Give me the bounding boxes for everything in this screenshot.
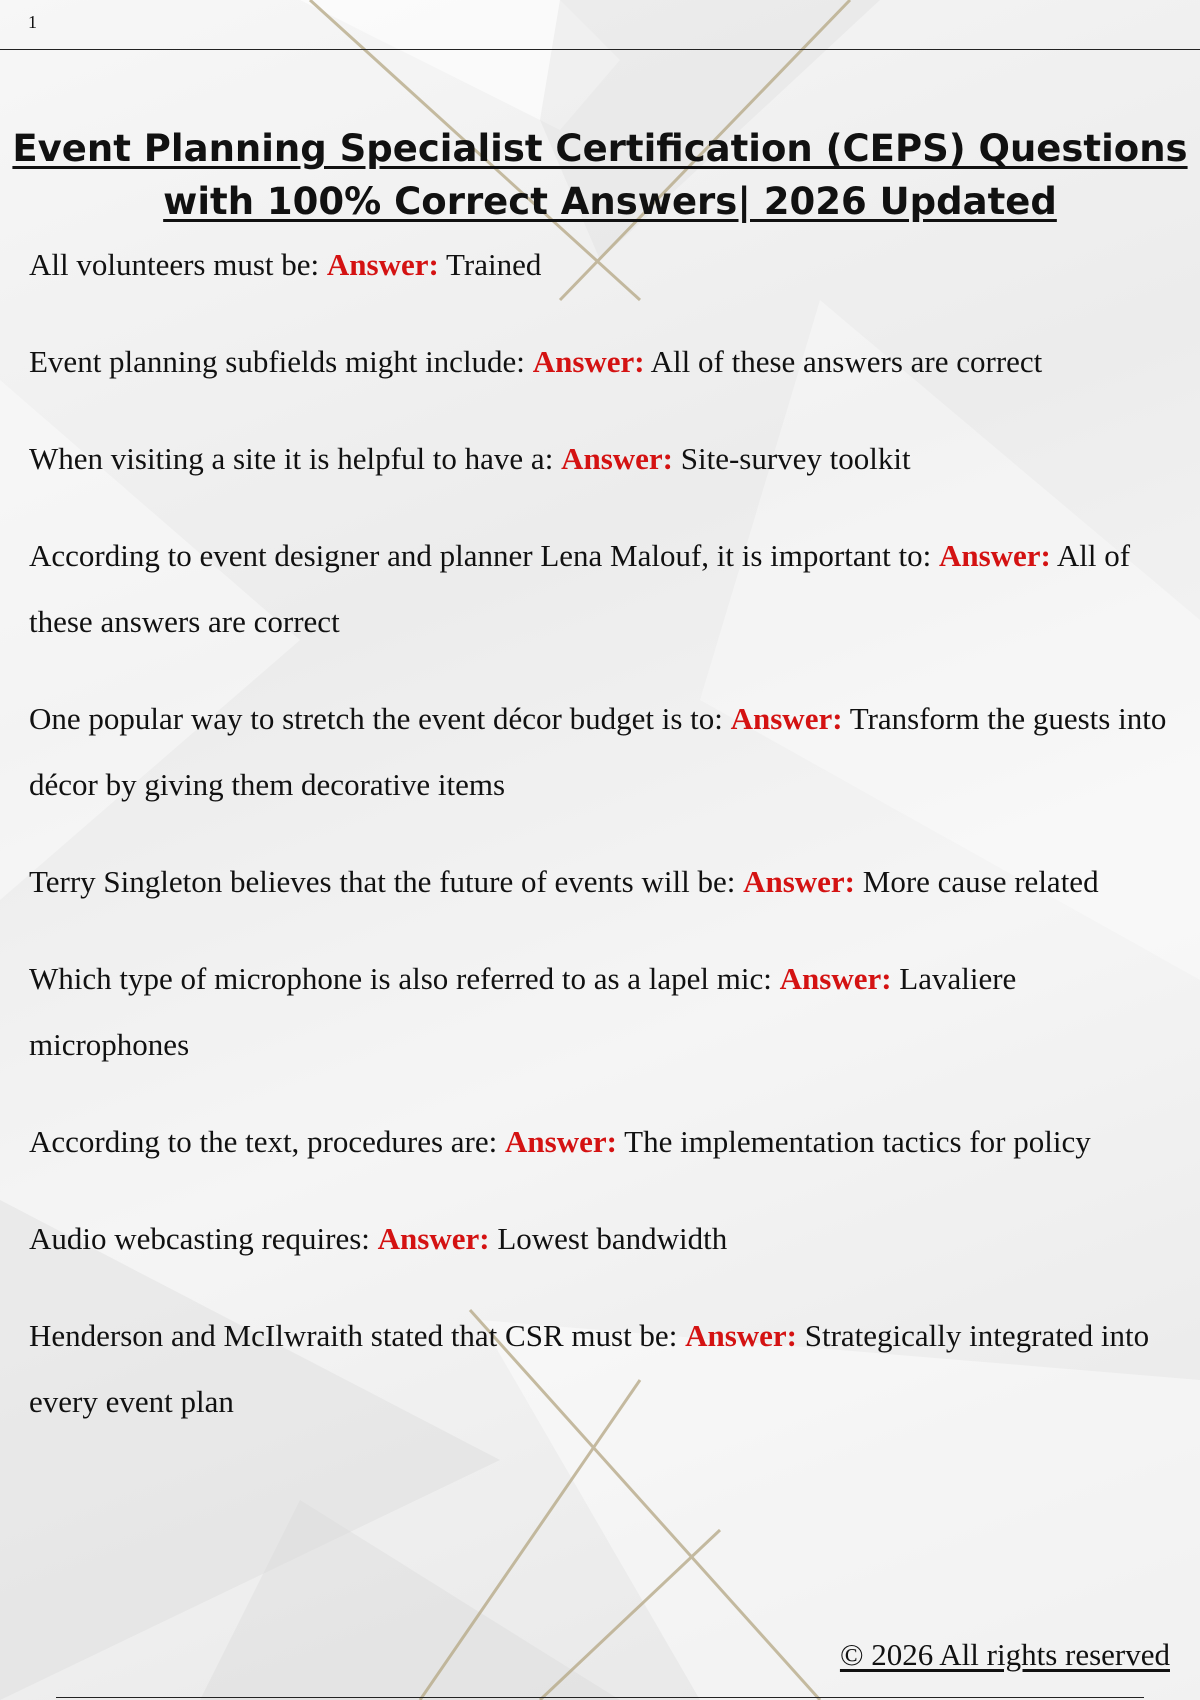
answer-label: Answer: [377, 1221, 490, 1256]
question-text: One popular way to stretch the event décor budget is to: [29, 701, 723, 736]
question-text: All volunteers must be: [29, 247, 320, 282]
page-number: 1 [28, 12, 37, 32]
question-text: Which type of microphone is also referred to as a lapel mic: [29, 961, 772, 996]
qa-item [29, 523, 1169, 655]
question-text: Henderson and McIlwraith stated that CSR must be: [29, 1318, 678, 1353]
answer-label: Answer: [685, 1318, 797, 1353]
question-text: Terry Singleton believes that the future of events will be: [29, 864, 736, 899]
top-rule [0, 49, 1200, 50]
qa-item [29, 946, 1169, 1078]
qa-item [29, 329, 1169, 395]
title-line-1: Event Planning Specialist Certification (CEPS) Questions [12, 127, 1188, 170]
qa-item [29, 686, 1169, 818]
answer-label: Answer: [938, 538, 1051, 573]
answer-text: More cause related [862, 864, 1099, 899]
qa-list [29, 232, 1169, 1466]
answer-text: Lavaliere microphones [29, 961, 1017, 1062]
answer-text: Transform the guests into décor by giving them decorative items [29, 701, 1167, 802]
answer-label: Answer: [561, 441, 673, 476]
answer-label: Answer: [505, 1124, 617, 1159]
answer-text: All of these answers are correct [29, 538, 1131, 639]
answer-text: All of these answers are correct [650, 344, 1043, 379]
bottom-rule [56, 1697, 1144, 1698]
answer-label: Answer: [730, 701, 843, 736]
answer-label: Answer: [532, 344, 645, 379]
answer-text: Site-survey toolkit [680, 441, 911, 476]
qa-item [29, 426, 1169, 492]
question-text: According to event designer and planner Lena Malouf, it is important to: [29, 538, 932, 573]
qa-item [29, 1303, 1169, 1435]
question-text: According to the text, procedures are: [29, 1124, 498, 1159]
title-line-2: with 100% Correct Answers| 2026 Updated [163, 180, 1057, 223]
answer-text: Trained [446, 247, 542, 282]
qa-item [29, 849, 1169, 915]
qa-item [29, 232, 1169, 298]
answer-label: Answer: [779, 961, 892, 996]
document-title [0, 122, 1200, 228]
question-text: When visiting a site it is helpful to have a: [29, 441, 554, 476]
qa-item [29, 1206, 1169, 1272]
answer-text: Strategically integrated into every event plan [29, 1318, 1150, 1419]
answer-label: Answer: [326, 247, 439, 282]
qa-item [29, 1109, 1169, 1175]
answer-text: The implementation tactics for policy [624, 1124, 1091, 1159]
question-text: Event planning subfields might include: [29, 344, 525, 379]
answer-label: Answer: [743, 864, 855, 899]
question-text: Audio webcasting requires: [29, 1221, 370, 1256]
copyright-notice: © 2026 All rights reserved [839, 1637, 1170, 1672]
answer-text: Lowest bandwidth [497, 1221, 728, 1256]
